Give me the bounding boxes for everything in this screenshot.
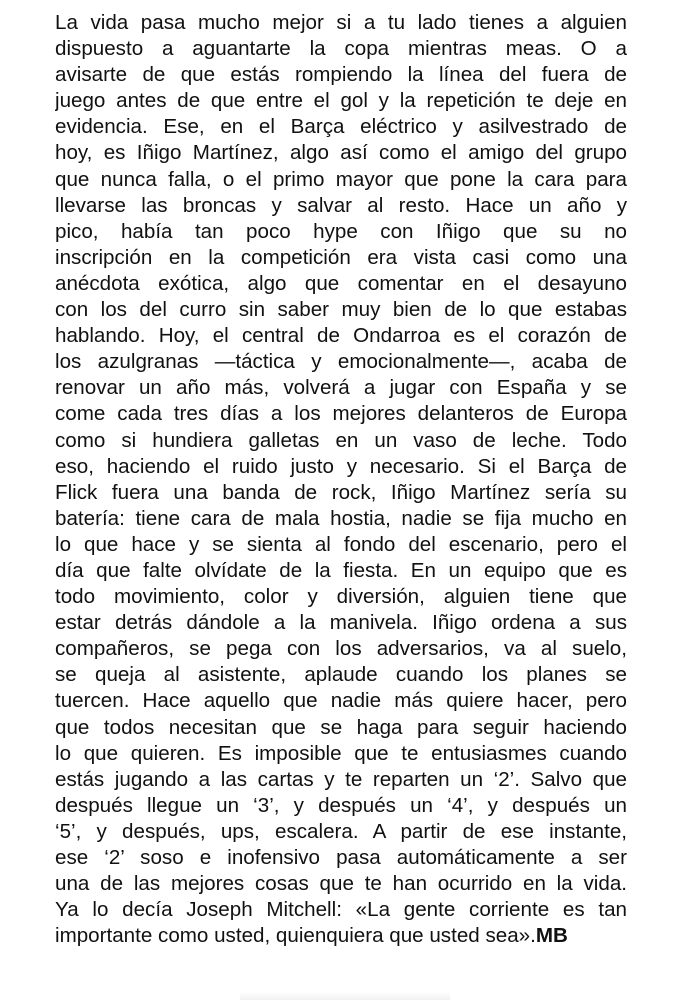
article-line: los azulgranas —táctica y emocionalmente—, acaba de: [55, 350, 627, 374]
article-line: con los del curro sin saber muy bien de lo que estabas: [55, 298, 627, 322]
article-body: [55, 10, 627, 949]
article-line: lo que quieren. Es imposible que te entusiasmes cuando: [55, 741, 627, 765]
article-line: Flick fuera una banda de rock, Iñigo Martínez sería su: [55, 480, 627, 504]
article-line: pico, había tan poco hype con Iñigo que su no: [55, 219, 627, 243]
article-line: Ya lo decía Joseph Mitchell: «La gente corriente es tan: [55, 898, 627, 922]
article-line: juego antes de que entre el gol y la repetición te deje en: [55, 89, 627, 113]
article-line: estar detrás dándole a la manivela. Iñigo ordena a sus: [55, 611, 627, 635]
article-line: llevarse las broncas y salvar al resto. Hace un año y: [55, 193, 627, 217]
article-line: tuercen. Hace aquello que nadie más quiere hacer, pero: [55, 689, 627, 713]
article-line: una de las mejores cosas que te han ocurrido en la vida.: [55, 872, 627, 896]
article-line: se queja al asistente, aplaude cuando los planes se: [55, 663, 627, 687]
article-line: compañeros, se pega con los adversarios, va al suelo,: [55, 637, 627, 661]
article-line: hablando. Hoy, el central de Ondarroa es el corazón de: [55, 324, 627, 348]
author-signature: MB: [535, 924, 568, 948]
article-line: evidencia. Ese, en el Barça eléctrico y asilvestrado de: [55, 115, 627, 139]
article-line: dispuesto a aguantarte la copa mientras meas. O a: [55, 37, 627, 61]
article-line: estás jugando a las cartas y te reparten un ‘2’. Salvo que: [55, 767, 627, 791]
article-line: ‘5’, y después, ups, escalera. A partir de ese instante,: [55, 819, 627, 843]
article-line: que todos necesitan que se haga para seguir haciendo: [55, 715, 627, 739]
article-line: día que falte olvídate de la fiesta. En un equipo que es: [55, 558, 627, 582]
article-line: La vida pasa mucho mejor si a tu lado tienes a alguien: [55, 11, 627, 34]
article-line: todo movimiento, color y diversión, alguien tiene que: [55, 585, 627, 609]
article-line: ese ‘2’ soso e inofensivo pasa automáticamente a ser: [55, 846, 627, 869]
article-line: que nunca falla, o el primo mayor que pone la cara para: [55, 167, 627, 191]
article-line: renovar un año más, volverá a jugar con España y se: [55, 376, 627, 400]
article-line: como si hundiera galletas en un vaso de leche. Todo: [55, 428, 627, 452]
article-line-text: importante como usted, quienquiera que usted sea».: [55, 924, 536, 948]
article-line: batería: tiene cara de mala hostia, nadie se fija mucho en: [55, 506, 627, 530]
article-line: anécdota exótica, algo que comentar en el desayuno: [55, 271, 627, 295]
article-line: avisarte de que estás rompiendo la línea del fuera de: [55, 63, 627, 87]
bottom-edge-shadow: [240, 992, 450, 1000]
article-line: después llegue un ‘3’, y después un ‘4’, y después un: [55, 793, 627, 817]
article-final-line: [55, 923, 627, 949]
article-line: lo que hace y se sienta al fondo del escenario, pero el: [55, 532, 627, 556]
article-line: eso, haciendo el ruido justo y necesario. Si el Barça de: [55, 454, 627, 478]
article-line: come cada tres días a los mejores delanteros de Europa: [55, 402, 627, 426]
article-line: hoy, es Iñigo Martínez, algo así como el amigo del grupo: [55, 141, 627, 165]
article-line: inscripción en la competición era vista casi como una: [55, 245, 627, 269]
